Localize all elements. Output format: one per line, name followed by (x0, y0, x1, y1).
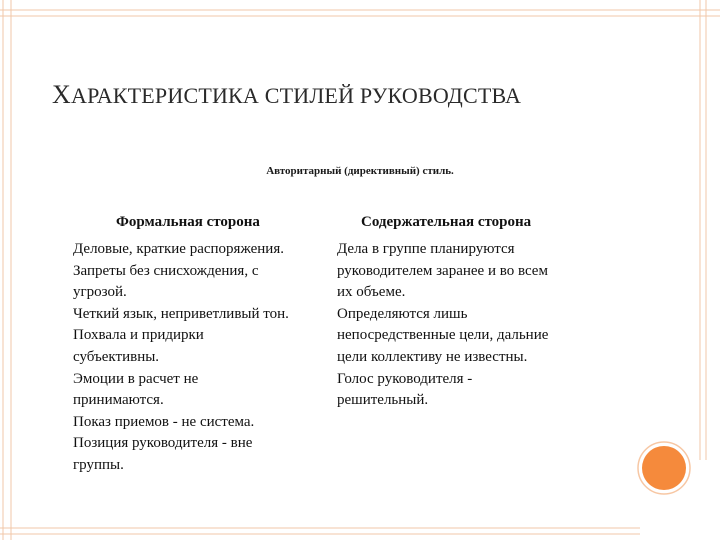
formal-line: принимаются. (73, 392, 164, 409)
formal-line: Эмоции в расчет не (73, 370, 199, 387)
formal-line: Четкий язык, неприветливый тон. (73, 305, 289, 322)
content-line: Голос руководителя - (337, 370, 473, 387)
formal-line: Позиция руководителя - вне (73, 435, 253, 452)
slide-title (52, 80, 521, 110)
content-line: Определяются лишь (337, 305, 468, 322)
formal-side-text (73, 239, 335, 477)
content-line: руководителем заранее и во всем (337, 262, 548, 279)
slide-title-rest: АРАКТЕРИСТИКА СТИЛЕЙ РУКОВОДСТВА (70, 83, 522, 108)
formal-line: угрозой. (73, 284, 127, 301)
content-line: Дела в группе планируются (337, 241, 515, 257)
left-column-heading: Формальная сторона (116, 214, 260, 230)
formal-line: Деловые, краткие распоряжения. (73, 241, 284, 257)
formal-line: Запреты без снисхождения, с (73, 262, 259, 279)
style-subtitle: Авторитарный (директивный) стиль. (266, 165, 454, 177)
content-line: решительный. (337, 392, 429, 409)
formal-line: субъективны. (73, 348, 160, 365)
content-line: цели коллективу не известны. (337, 348, 528, 365)
content-line: их объеме. (337, 284, 406, 301)
content-side-text (337, 239, 597, 412)
content-line: непосредственные цели, дальние (337, 327, 549, 344)
orange-circle (642, 446, 686, 490)
slide-title-first-letter: Х (52, 80, 71, 109)
formal-line: группы. (73, 456, 124, 473)
formal-line: Показ приемов - не система. (73, 413, 255, 430)
right-column-heading: Содержательная сторона (361, 214, 532, 230)
formal-line: Похвала и придирки (73, 327, 204, 344)
